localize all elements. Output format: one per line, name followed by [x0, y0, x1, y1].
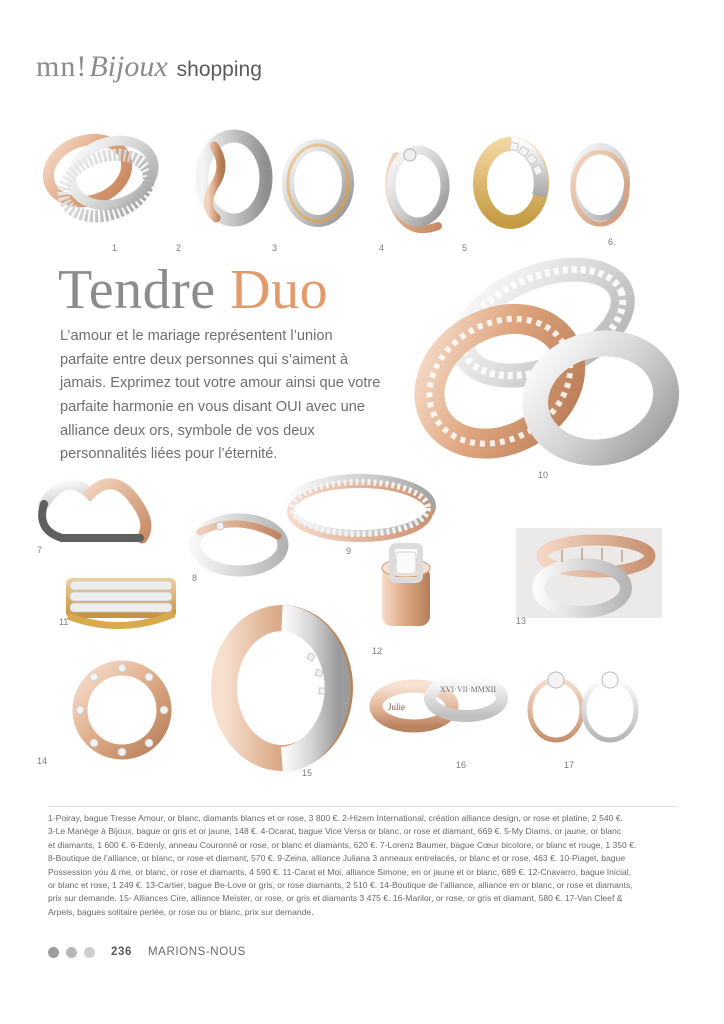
title-word-2: Duo	[230, 259, 329, 321]
product-image-3	[276, 140, 360, 226]
product-image-1	[34, 112, 184, 232]
product-image-10	[396, 250, 696, 485]
product-number-14: 14	[37, 756, 48, 766]
masthead-brand-mn: mn!	[36, 50, 88, 83]
product-image-16	[372, 672, 504, 744]
product-number-2: 2	[176, 243, 182, 253]
credits-line: or blanc et rose, 1 249 €. 13-Cartier, bague Be-Love or gris, or rose diamants, 2 510 €. 14-Boutique de l’alliance, alliance en or blanc, or rose et diamants,	[48, 880, 633, 891]
masthead	[36, 52, 262, 82]
masthead-section: shopping	[176, 58, 262, 81]
product-image-15	[212, 610, 352, 770]
credits-block	[48, 812, 678, 919]
publication-name: MARIONS-NOUS	[148, 946, 246, 958]
product-image-9	[280, 468, 440, 548]
product-number-6: 6.	[608, 237, 616, 247]
product-number-9: 9	[346, 546, 352, 556]
product-image-6	[562, 142, 638, 228]
product-number-8: 8	[192, 573, 198, 583]
product-image-2	[190, 128, 278, 228]
product-image-5	[466, 136, 556, 230]
product-image-12	[366, 540, 446, 638]
credits-line: et diamants, 1 600 €. 6-Edenly, anneau Couronné or rose, or blanc et diamants, 620 €. 7-Lorenz Baumer, bague Cœur bicolore, or blanc et rouge, 1 350 €.	[48, 839, 637, 850]
product-number-15: 15	[302, 768, 313, 778]
footer-dot-1	[48, 947, 59, 958]
product-image-7	[32, 470, 162, 545]
credits-line: 8-Boutique de l’alliance, or blanc, or rose et diamant, 570 €. 9-Zeina, alliance Juliana 3 anneaux entrelacés, or blanc et or rose, 463 €. 10-Piaget, bague	[48, 853, 626, 864]
credits-line: Arpels, bagues solitaire perlée, or rose ou or blanc, prix sur demande.	[48, 906, 314, 917]
product-number-1: 1	[112, 243, 118, 253]
product-image-14	[52, 660, 192, 760]
page-title	[58, 259, 329, 321]
product-image-11	[62, 572, 180, 634]
credits-line: 3-Le Manège à Bijoux, bague or gris et or jaune, 148 €. 4-Ocarat, bague Vice Versa or blanc, or rose et diamant, 669 €. 5-My Diams, or jaune, or blanc	[48, 826, 622, 837]
product-image-4	[376, 138, 460, 230]
credits-line: prix sur demande. 15- Alliances Cire, alliance Meister, or rose, or gris et diamants 3 475 €. 16-Marilor, or rose, or gris et diamant, 580 €. 17-Van Cleef &	[48, 893, 623, 904]
product-number-5: 5	[462, 243, 468, 253]
product-number-13: 13	[516, 616, 527, 626]
page-number: 236	[111, 946, 132, 958]
credits-line: 1-Poiray, bague Tresse Amour, or blanc, diamants blancs et or rose, 3 800 €. 2-Hizem International, création alliance design, or rose et platine, 2 540 €.	[48, 813, 623, 823]
page-footer	[48, 946, 246, 958]
engraving-right: XVI·VII·MMXII	[440, 685, 496, 694]
product-number-10: 10	[538, 470, 549, 480]
product-number-4: 4	[379, 243, 385, 253]
product-number-11: 11	[59, 617, 69, 627]
footer-dot-2	[66, 947, 77, 958]
product-image-17	[522, 668, 642, 744]
product-image-8	[190, 512, 288, 578]
product-image-13	[516, 528, 662, 618]
product-number-12: 12	[372, 646, 383, 656]
masthead-brand-bijoux: Bijoux	[89, 50, 168, 83]
credits-line: Possession you & me, or blanc, or rose et diamants, 4 590 €. 11-Carat et Moi, alliance Simone, en or jaune et or blanc, 689 €. 12-Cnavarro, bague Inicial,	[48, 866, 632, 877]
credits-divider	[48, 806, 678, 807]
footer-dot-3	[84, 947, 95, 958]
intro-paragraph: L’amour et le mariage représentent l’union parfaite entre deux personnes qui s’aiment à jamais. Exprimez tout votre amour ainsi que votre parfaite harmonie en vous disant OUI avec une alliance deux ors, symbole de vos deux personnalités liées pour l’éternité.	[60, 328, 381, 463]
product-number-16: 16	[456, 760, 467, 770]
product-number-7: 7	[37, 545, 43, 555]
title-word-1: Tendre	[58, 259, 216, 321]
product-number-17: 17	[564, 760, 575, 770]
product-number-3: 3	[272, 243, 278, 253]
engraving-left: Julie	[388, 702, 405, 712]
